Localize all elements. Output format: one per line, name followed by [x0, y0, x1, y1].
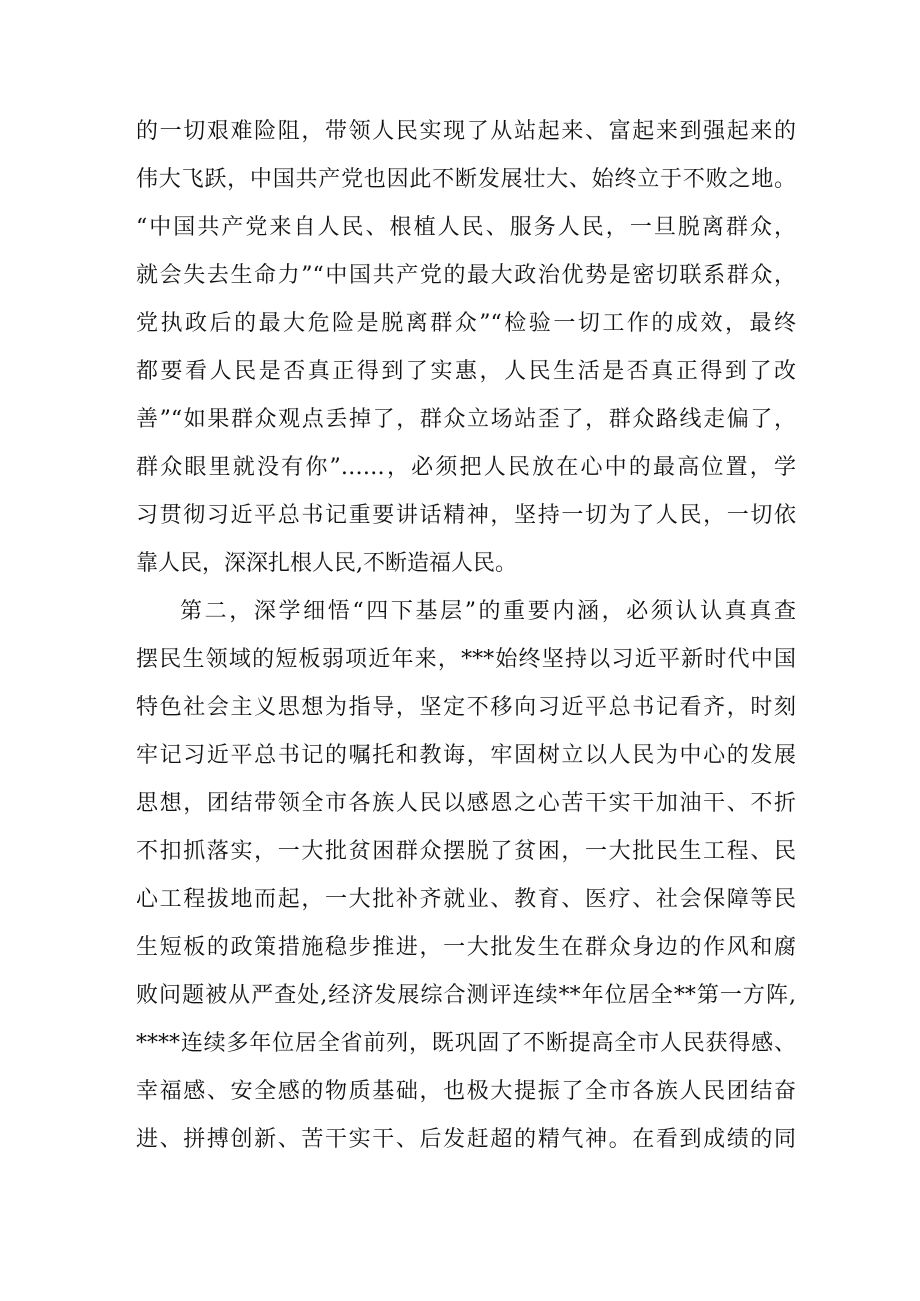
text-line: 幸福感、安全感的物质基础，也极大提振了全市各族人民团结奋: [136, 1079, 796, 1104]
text-line: 不扣抓落实，一大批贫困群众摆脱了贫困，一大批民生工程、民: [136, 839, 796, 864]
paragraph-1: [136, 108, 796, 588]
text-line: 党执政后的最大危险是脱离群众”“检验一切工作的成效，最终: [136, 311, 796, 336]
paragraph-2: [136, 588, 796, 1164]
text-line: ****连续多年位居全省前列，既巩固了不断提高全市人民获得感、: [136, 1031, 796, 1056]
text-line: 牢记习近平总书记的嘱托和教诲，牢固树立以人民为中心的发展: [136, 743, 796, 768]
text-line: “中国共产党来自人民、根植人民、服务人民，一旦脱离群众，: [136, 215, 796, 240]
text-line: 的一切艰难险阻，带领人民实现了从站起来、富起来到强起来的: [136, 119, 796, 144]
text-line: 就会失去生命力”“中国共产党的最大政治优势是密切联系群众，: [136, 263, 796, 288]
text-line: 善”“如果群众观点丢掉了，群众立场站歪了，群众路线走偏了，: [136, 407, 796, 432]
text-line: 思想，团结带领全市各族人民以感恩之心苦干实干加油干、不折: [136, 791, 796, 816]
text-line: 伟大飞跃，中国共产党也因此不断发展壮大、始终立于不败之地。: [136, 167, 796, 192]
text-line: 败问题被从严查处,经济发展综合测评连续**年位居全**第一方阵,: [136, 983, 796, 1008]
text-line: 进、拼搏创新、苦干实干、后发赶超的精气神。在看到成绩的同: [136, 1127, 796, 1152]
text-line: 都要看人民是否真正得到了实惠，人民生活是否真正得到了改: [136, 359, 796, 384]
text-line: 群众眼里就没有你”……，必须把人民放在心中的最高位置，学: [136, 455, 796, 480]
text-line: 习贯彻习近平总书记重要讲话精神，坚持一切为了人民，一切依: [136, 503, 796, 528]
text-line: 第二，深学细悟“四下基层”的重要内涵，必须认认真真查: [180, 599, 796, 624]
text-line: 靠人民，深深扎根人民,不断造福人民。: [136, 551, 517, 576]
text-line: 心工程拔地而起，一大批补齐就业、教育、医疗、社会保障等民: [136, 887, 796, 912]
text-line: 生短板的政策措施稳步推进，一大批发生在群众身边的作风和腐: [136, 935, 796, 960]
text-line: 特色社会主义思想为指导，坚定不移向习近平总书记看齐，时刻: [136, 695, 796, 720]
text-line: 摆民生领域的短板弱项近年来，***始终坚持以习近平新时代中国: [136, 647, 796, 672]
